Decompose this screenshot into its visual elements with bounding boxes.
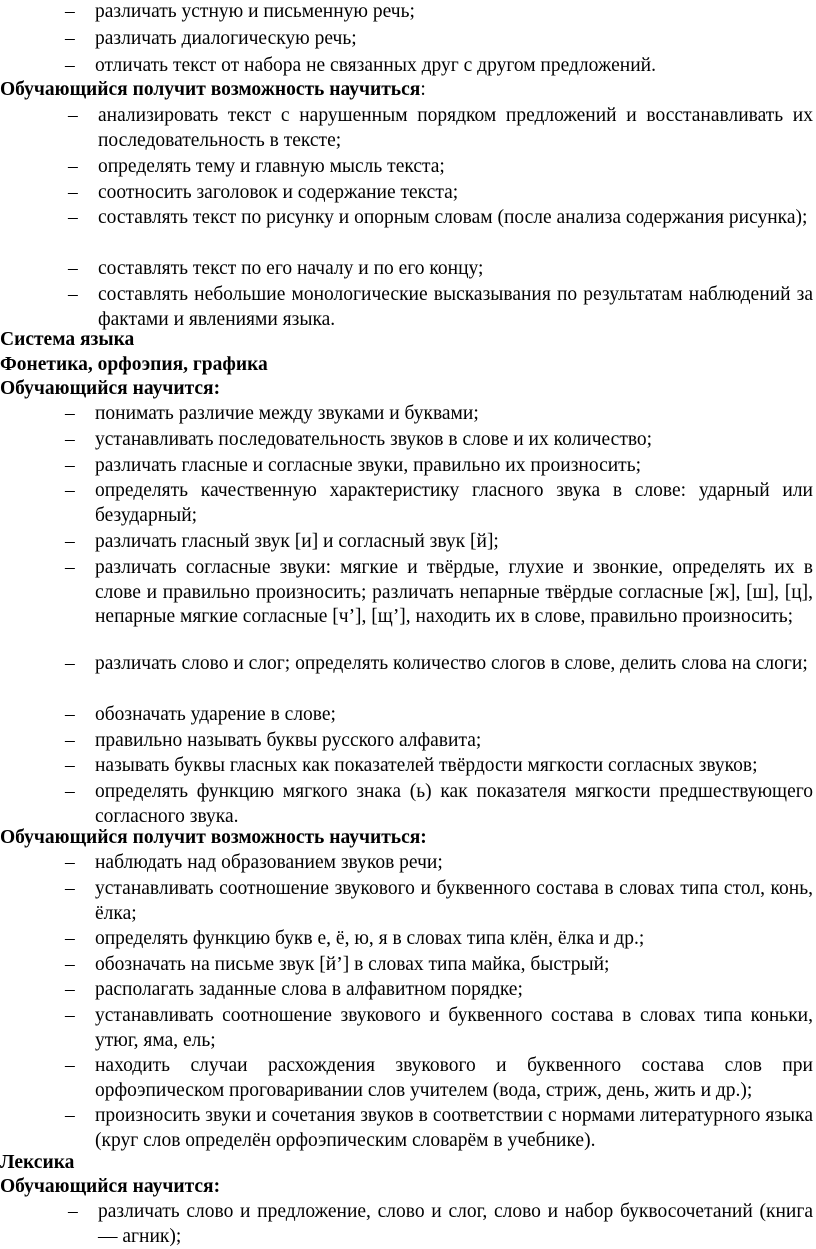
list-item: определять тему и главную мысль текста; xyxy=(98,156,445,177)
list-item: соотносить заголовок и содержание текста; xyxy=(98,182,459,203)
list-bullet: – xyxy=(68,105,78,126)
list-item: различать слово и предложение, слово и слог, слово и набор буквосочетаний (книга — агник); xyxy=(98,1201,813,1247)
section-heading: Обучающийся получит возможность научиться: xyxy=(0,827,427,848)
list-item: различать слово и слог; определять количество слогов в слове, делить слова на слоги; xyxy=(95,653,808,674)
heading-text: Обучающийся получит возможность научиться xyxy=(0,79,421,100)
list-bullet: – xyxy=(65,928,75,949)
list-bullet: – xyxy=(65,653,75,674)
list-bullet: – xyxy=(65,531,75,552)
list-item: устанавливать соотношение звукового и буквенного состава в словах типа коньки, утюг, яма, ель; xyxy=(95,1005,813,1051)
list-item: произносить звуки и сочетания звуков в соответствии с нормами литературного языка (круг слов определён орфоэпическим словарём в учебнике). xyxy=(95,1105,813,1151)
list-item: находить случаи расхождения звукового и буквенного состава слов при орфоэпическом проговаривании слов учителем (вода, стриж, день, жить и др.); xyxy=(95,1055,813,1101)
section-heading: Обучающийся научится: xyxy=(0,378,221,399)
section-heading: Обучающийся научится: xyxy=(0,1176,221,1197)
list-item: называть буквы гласных как показателей твёрдости мягкости согласных звуков; xyxy=(95,755,758,776)
list-item: составлять текст по рисунку и опорным словам (после анализа содержания рисунка); xyxy=(98,207,808,228)
list-bullet: – xyxy=(65,979,75,1000)
list-bullet: – xyxy=(65,730,75,751)
list-bullet: – xyxy=(65,878,75,899)
section-heading: Система языка xyxy=(0,329,135,350)
list-item: определять функцию букв е, ё, ю, я в словах типа клён, ёлка и др.; xyxy=(95,928,645,949)
section-heading xyxy=(0,78,426,103)
list-bullet: – xyxy=(65,480,75,501)
list-bullet: – xyxy=(65,954,75,975)
list-item: устанавливать соотношение звукового и буквенного состава в словах типа стол, конь, ёлка; xyxy=(95,878,813,924)
list-bullet: – xyxy=(65,852,75,873)
list-bullet: – xyxy=(68,182,78,203)
list-bullet: – xyxy=(65,781,75,802)
list-bullet: – xyxy=(68,1201,78,1222)
list-bullet: – xyxy=(65,1,75,22)
list-item: различать согласные звуки: мягкие и твёрдые, глухие и звонкие, определять их в слове и правильно произносить; различать непарные твёрдые согласные [ж], [ш], [ц], непарные мягкие согласные [ч’], [щ’], находить их в слове, правильно произносить; xyxy=(95,557,813,627)
section-heading: Лексика xyxy=(0,1152,75,1173)
list-item: различать гласные и согласные звуки, правильно их произносить; xyxy=(95,455,642,476)
list-bullet: – xyxy=(65,755,75,776)
list-bullet: – xyxy=(65,704,75,725)
list-item: правильно называть буквы русского алфавита; xyxy=(95,730,482,751)
list-bullet: – xyxy=(65,28,75,49)
list-bullet: – xyxy=(65,455,75,476)
list-bullet: – xyxy=(68,284,78,305)
list-bullet: – xyxy=(65,557,75,578)
list-item: различать устную и письменную речь; xyxy=(95,1,415,22)
list-bullet: – xyxy=(65,403,75,424)
list-item: определять качественную характеристику гласного звука в слове: ударный или безударный; xyxy=(95,480,813,526)
list-item: располагать заданные слова в алфавитном порядке; xyxy=(95,979,523,1000)
list-bullet: – xyxy=(65,1005,75,1026)
list-item: наблюдать над образованием звуков речи; xyxy=(95,852,443,873)
list-bullet: – xyxy=(65,55,75,76)
list-item: различать диалогическую речь; xyxy=(95,28,357,49)
list-item: понимать различие между звуками и буквами; xyxy=(95,403,479,424)
subsection-heading: Фонетика, орфоэпия, графика xyxy=(0,354,268,375)
list-item: определять функцию мягкого знака (ь) как показателя мягкости предшествующего согласного звука. xyxy=(95,781,813,827)
list-item: различать гласный звук [и] и согласный звук [й]; xyxy=(95,531,499,552)
list-bullet: – xyxy=(65,1055,75,1076)
list-item: отличать текст от набора не связанных друг с другом предложений. xyxy=(95,55,656,76)
list-item: обозначать на письме звук [й’] в словах типа майка, быстрый; xyxy=(95,954,610,975)
list-bullet: – xyxy=(68,258,78,279)
list-item: обозначать ударение в слове; xyxy=(95,704,336,725)
list-bullet: – xyxy=(65,429,75,450)
list-item: устанавливать последовательность звуков в слове и их количество; xyxy=(95,429,653,450)
heading-colon: : xyxy=(420,79,426,100)
list-bullet: – xyxy=(68,156,78,177)
list-item: анализировать текст с нарушенным порядком предложений и восстанавливать их последовательность в тексте; xyxy=(98,105,813,151)
list-bullet: – xyxy=(65,1105,75,1126)
list-item: составлять текст по его началу и по его концу; xyxy=(98,258,484,279)
list-item: составлять небольшие монологические высказывания по результатам наблюдений за фактами и явлениями языка. xyxy=(98,284,813,330)
list-bullet: – xyxy=(68,207,78,228)
